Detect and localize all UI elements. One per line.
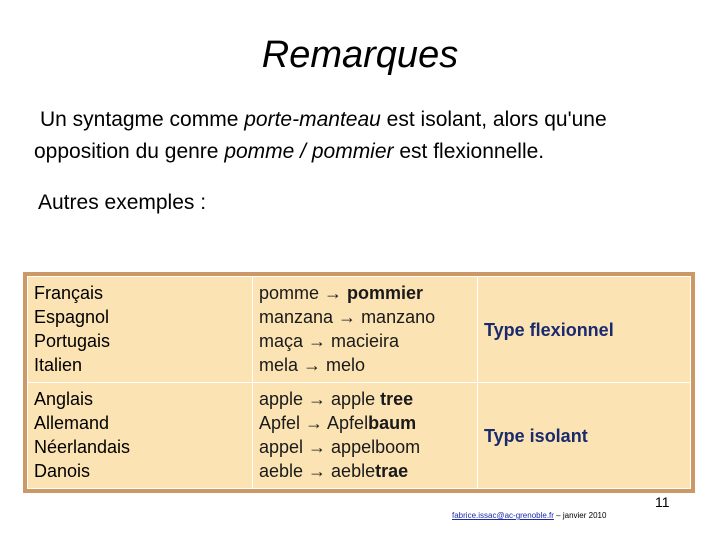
language-name: Portugais [34,331,111,351]
word-derived: baum [368,413,417,433]
examples-table-frame [23,272,695,493]
page-number: 11 [655,494,670,510]
footer-date: – janvier 2010 [553,511,607,520]
language-name: Allemand [34,413,110,433]
word-pair [259,387,471,411]
language-name: Anglais [34,389,94,409]
examples-table [27,276,691,489]
footer [452,511,606,520]
para-italic-1: porte-manteau [244,108,381,131]
table-row [28,383,691,489]
word-derived: pommier [347,283,424,303]
word-pairs-cell [253,277,478,383]
word-base: apple → apple [259,389,381,409]
word-derived: melo [326,355,366,375]
other-examples-label: Autres exemples : [38,191,207,214]
languages-cell [28,383,253,489]
word-derived: manzano [361,307,436,327]
language-name: Danois [34,461,91,481]
type-label-cell: Type flexionnel [478,277,691,383]
word-pair [259,305,471,329]
language-name: Italien [34,355,83,375]
word-pair [259,353,471,377]
word-base: maça → [259,331,332,351]
word-pair [259,411,471,435]
word-base: Apfel → Apfel [259,413,369,433]
language-name: Français [34,283,104,303]
word-base: manzana → [259,307,362,327]
word-base: mela → [259,355,327,375]
word-derived: macieira [331,331,400,351]
table-row [28,277,691,383]
intro-paragraph [34,104,704,168]
word-derived: tree [380,389,414,409]
para-text-1: Un syntagme comme [40,108,245,131]
word-base: pomme → [259,283,348,303]
word-base: aeble → aeble [259,461,376,481]
footer-email-link[interactable]: fabrice.issac@ac-grenoble.fr [452,511,554,520]
word-pairs-cell [253,383,478,489]
para-text-3: est flexionnelle. [393,140,545,163]
language-name: Espagnol [34,307,110,327]
para-text-2: est isolant, alors qu'une opposition du genre [34,108,607,163]
language-name: Néerlandais [34,437,131,457]
word-base: appel → appelboom [259,437,421,457]
word-pair [259,459,471,483]
type-label-cell: Type isolant [478,383,691,489]
word-pair [259,281,471,305]
word-pair [259,435,471,459]
slide-title: Remarques [261,34,459,76]
languages-cell [28,277,253,383]
para-italic-2: pomme / pommier [224,140,394,163]
word-derived: trae [375,461,409,481]
word-pair [259,329,471,353]
